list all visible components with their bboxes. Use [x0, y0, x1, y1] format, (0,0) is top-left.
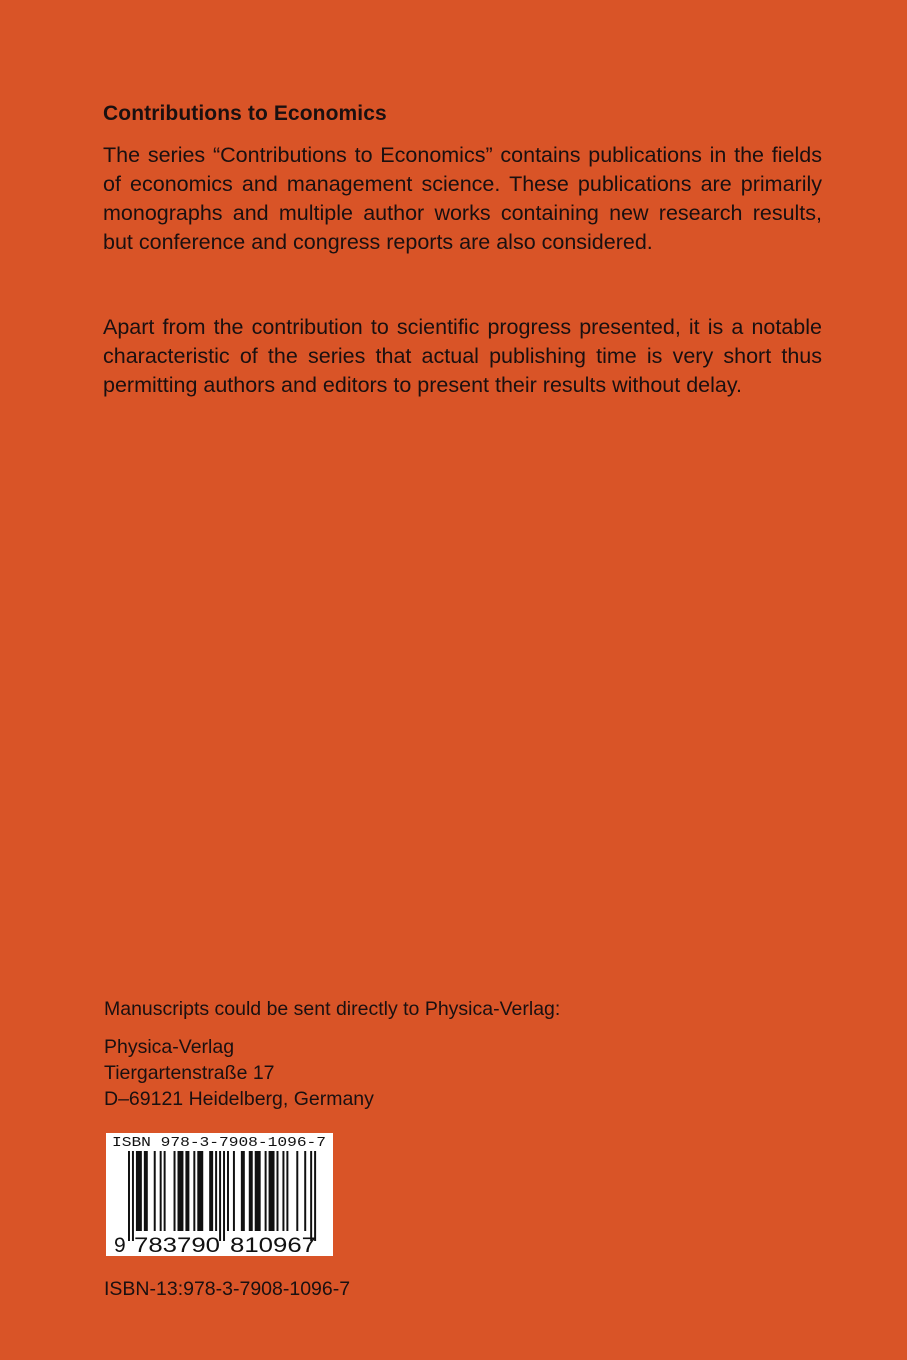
barcode-bar [255, 1151, 261, 1231]
barcode-bar [160, 1151, 162, 1231]
address-line-street: Tiergartenstraße 17 [104, 1062, 275, 1084]
barcode-bar [296, 1151, 298, 1231]
barcode-guard-bar [132, 1151, 134, 1241]
barcode-graphic [106, 1133, 333, 1256]
barcode-bar [265, 1151, 267, 1231]
barcode-bar [174, 1151, 176, 1231]
barcode-bar [178, 1151, 184, 1231]
barcode-bar [185, 1151, 189, 1231]
barcode-bar [249, 1151, 253, 1231]
barcode-bar [227, 1151, 229, 1231]
barcode-bar [193, 1151, 195, 1231]
barcode-bar [136, 1151, 142, 1231]
barcode-guard-bar [310, 1151, 312, 1241]
barcode-guard-bar [219, 1151, 221, 1241]
barcode-first-digit: 9 [114, 1234, 126, 1256]
barcode-guard-bar [314, 1151, 316, 1241]
series-title: Contributions to Economics [103, 102, 387, 125]
barcode-bar [282, 1151, 284, 1231]
barcode-bar [286, 1151, 288, 1231]
barcode-bar [241, 1151, 245, 1231]
isbn-barcode [106, 1133, 333, 1256]
barcode-isbn-header: ISBN 978-3-7908-1096-7 [112, 1136, 326, 1151]
barcode-guard-bar [128, 1151, 130, 1241]
manuscript-submission-note: Manuscripts could be sent directly to Physica-Verlag: [104, 998, 561, 1020]
isbn-13-text: ISBN-13:978-3-7908-1096-7 [104, 1278, 351, 1300]
barcode-right-digits: 810967 [230, 1234, 316, 1256]
address-line-city: D–69121 Heidelberg, Germany [104, 1088, 374, 1110]
barcode-guard-bar [223, 1151, 225, 1241]
barcode-bar [233, 1151, 235, 1231]
barcode-bar [215, 1151, 217, 1231]
barcode-bars [128, 1151, 316, 1241]
barcode-bar [277, 1151, 279, 1231]
barcode-bar [269, 1151, 275, 1231]
barcode-bar [197, 1151, 203, 1231]
barcode-left-digits: 783790 [134, 1234, 220, 1256]
barcode-bar [304, 1151, 306, 1231]
series-description-paragraph: The series “Contributions to Economics” contains publications in the fields of economics and management science. These publications are primarily monographs and multiple author works containing new research results, but conference and congress reports are also considered. [103, 143, 822, 254]
series-characteristic-paragraph: Apart from the contribution to scientific progress presented, it is a notable characteristic of the series that actual publishing time is very short thus permitting authors and editors to present their results without delay. [103, 315, 822, 397]
publisher-address [104, 1034, 374, 1112]
barcode-bar [164, 1151, 166, 1231]
address-line-publisher: Physica-Verlag [104, 1036, 235, 1058]
barcode-bar [154, 1151, 156, 1231]
barcode-bar [144, 1151, 148, 1231]
barcode-bar [209, 1151, 213, 1231]
